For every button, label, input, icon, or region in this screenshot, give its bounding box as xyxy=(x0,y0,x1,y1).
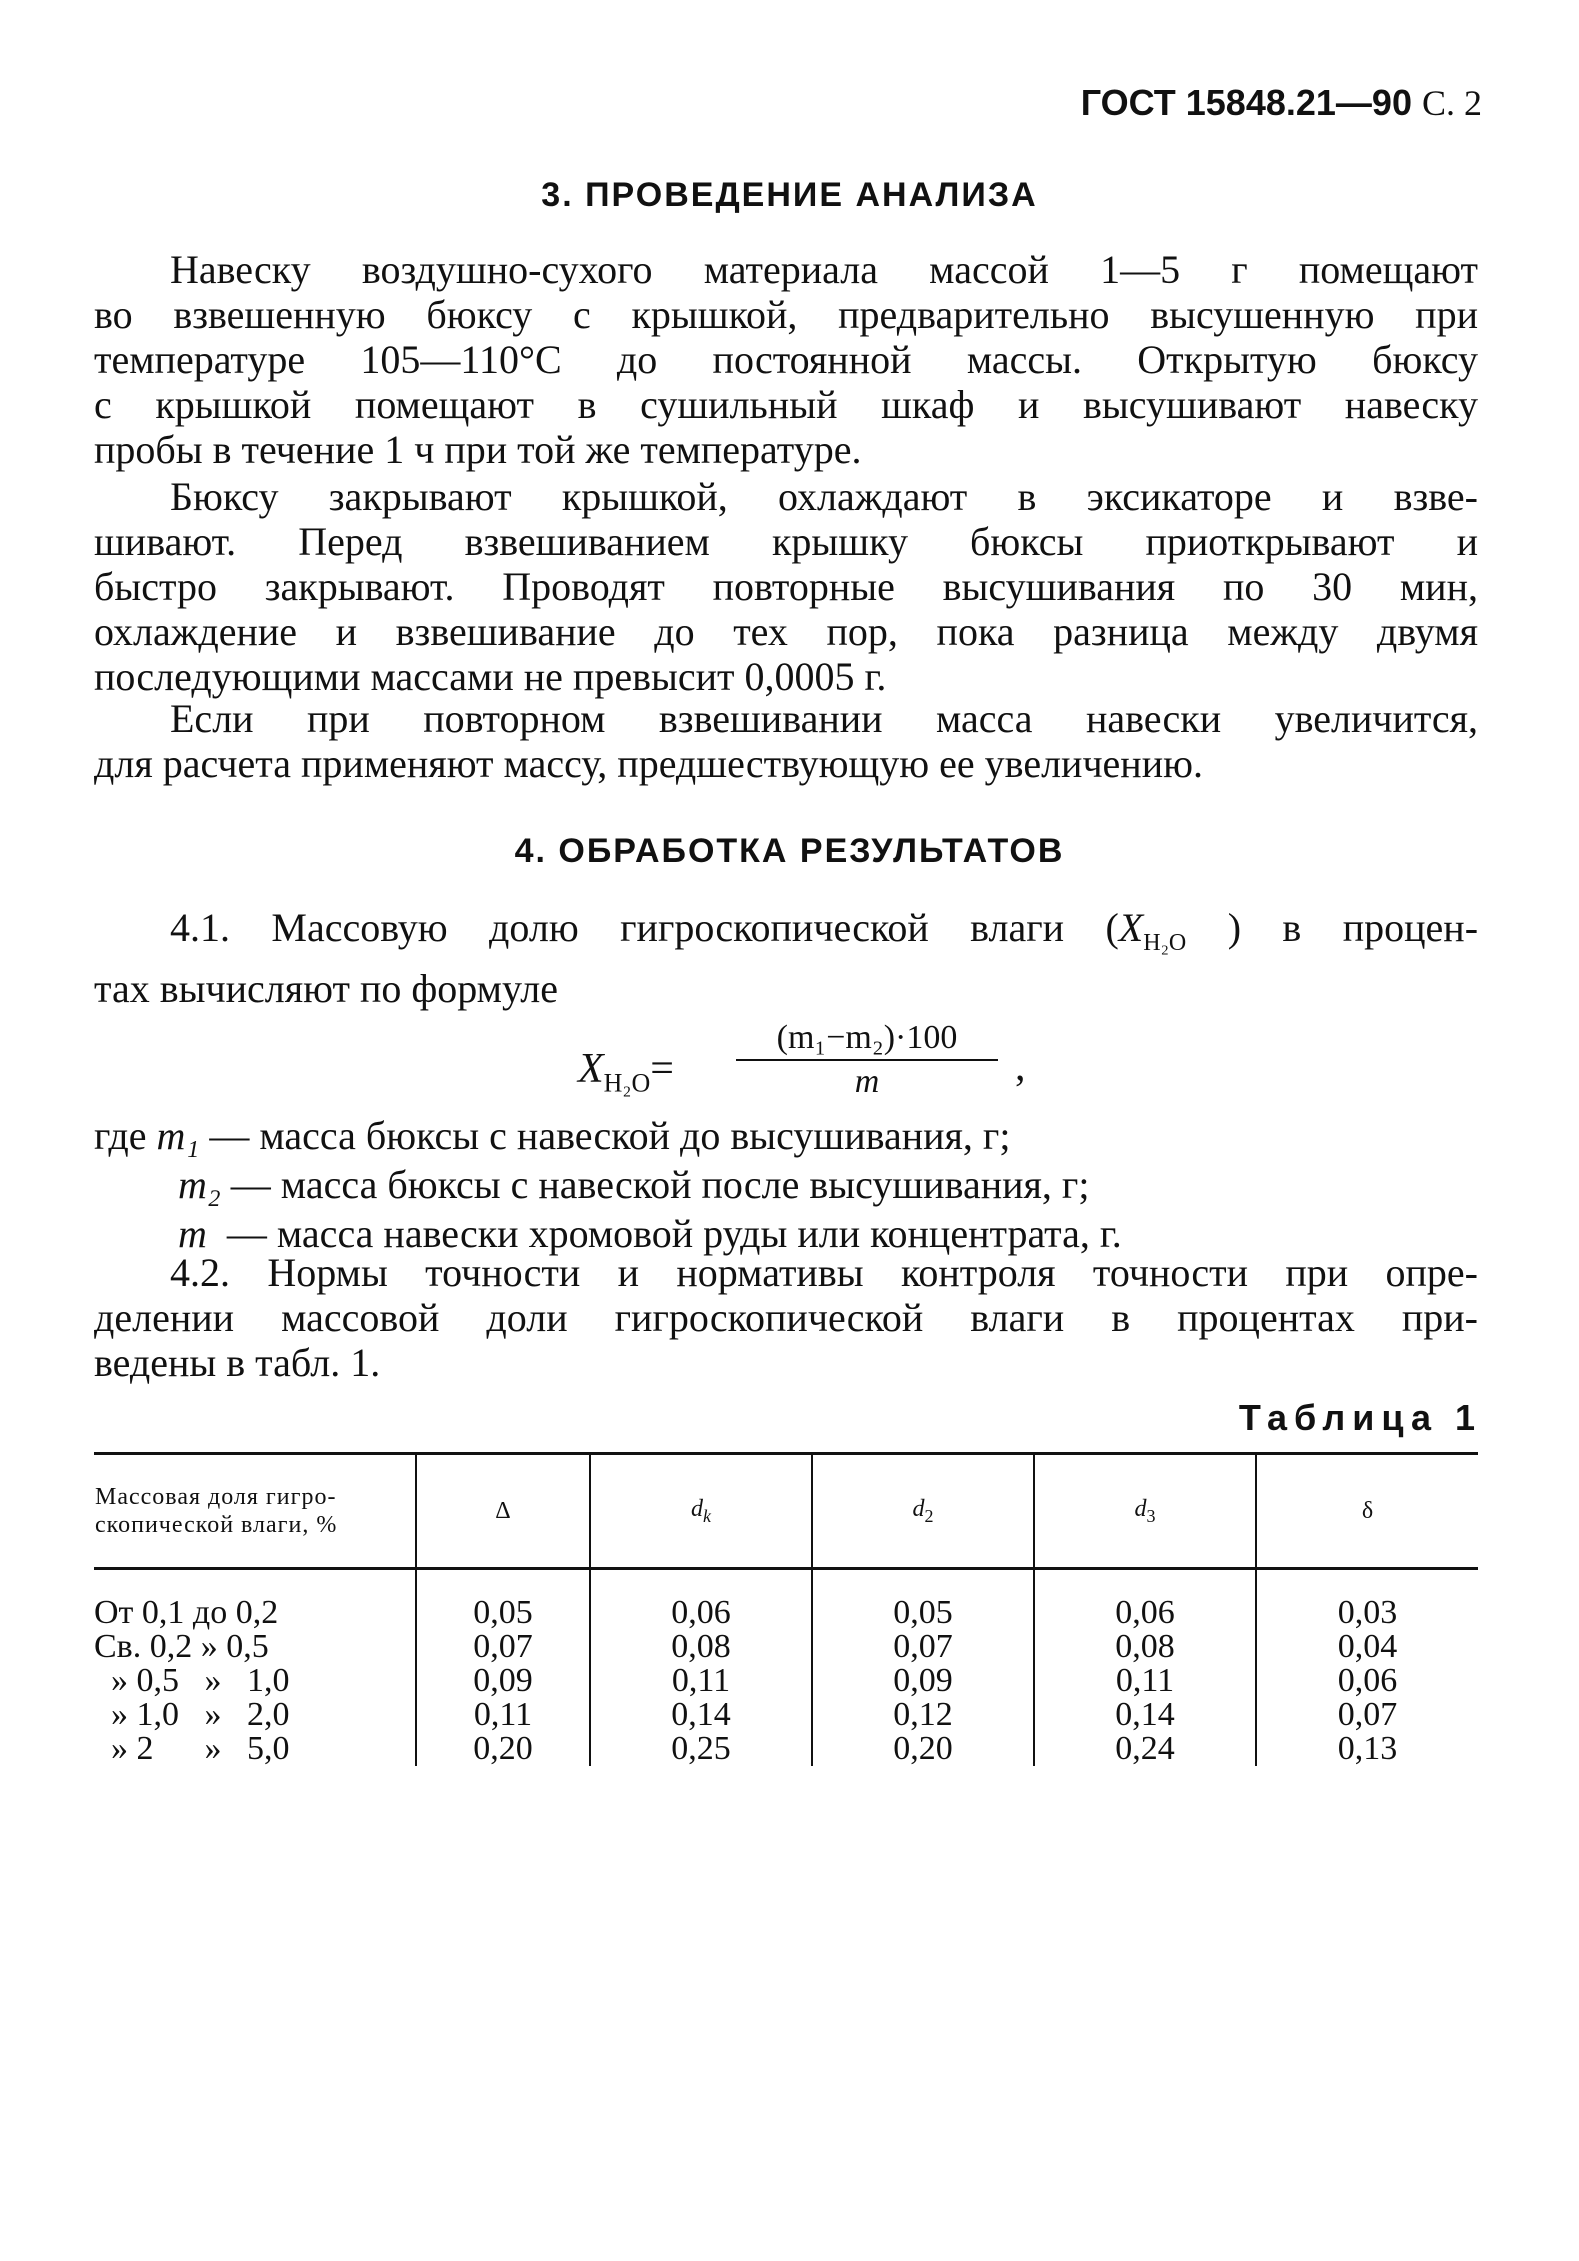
text-line: быстро закрывают. Проводят повторные высушивания по 30 мин, xyxy=(94,564,1478,609)
symbol-subscript: H₂O xyxy=(1143,930,1187,956)
table-row xyxy=(94,1732,1478,1766)
table-row xyxy=(94,1596,1478,1630)
table-row xyxy=(94,1630,1478,1664)
formula-denominator: m xyxy=(854,1063,880,1100)
variable-symbol: m xyxy=(178,1211,207,1256)
formula-fraction xyxy=(736,1019,998,1101)
value-cell: 0,14 xyxy=(1034,1698,1256,1732)
formula-symbol: X xyxy=(578,1046,604,1092)
value-cell: 0,06 xyxy=(1256,1664,1478,1698)
value-cell: 0,24 xyxy=(1034,1732,1256,1766)
text-line: с крышкой помещают в сушильный шкаф и высушивают навеску xyxy=(94,382,1478,427)
where-line-m2 xyxy=(178,1162,1089,1208)
range-cell: » 0,5 » 1,0 xyxy=(94,1662,290,1699)
value-cell: 0,09 xyxy=(416,1664,590,1698)
text-line: для расчета применяют массу, предшествующую ее увеличению. xyxy=(94,741,1204,786)
value-cell: 0,20 xyxy=(812,1732,1034,1766)
variable-description: — масса бюксы с навеской до высушивания, г; xyxy=(199,1113,1011,1158)
column-header-d3: $d_3$ xyxy=(1034,1454,1256,1569)
page-number: С. 2 xyxy=(1421,83,1482,123)
text-line xyxy=(94,905,1478,966)
text-line: тах вычисляют по формуле xyxy=(94,966,558,1011)
paragraph-4-1 xyxy=(94,905,1478,1011)
text-line: шивают. Перед взвешиванием крышку бюксы приоткрывают и xyxy=(94,519,1478,564)
value-cell: 0,11 xyxy=(590,1664,812,1698)
text-line: охлаждение и взвешивание до тех пор, пока разница между двумя xyxy=(94,609,1478,654)
value-cell: 0,25 xyxy=(590,1732,812,1766)
column-header-d2: $d_2$ xyxy=(812,1454,1034,1569)
section-4-heading: 4. ОБРАБОТКА РЕЗУЛЬТАТОВ xyxy=(514,832,1065,870)
value-cell: 0,08 xyxy=(590,1630,812,1664)
text-line: Навеску воздушно-сухого материала массой 1—5 г помещают xyxy=(170,247,1478,292)
value-cell: 0,11 xyxy=(416,1698,590,1732)
fraction-bar xyxy=(736,1059,998,1061)
value-cell: 0,13 xyxy=(1256,1732,1478,1766)
value-cell: 0,09 xyxy=(812,1664,1034,1698)
range-cell: Св. 0,2 » 0,5 xyxy=(94,1628,269,1665)
where-lead: где xyxy=(94,1113,157,1158)
formula-subscript: H₂O xyxy=(603,1068,651,1098)
running-header xyxy=(1081,82,1482,124)
value-cell: 0,14 xyxy=(590,1698,812,1732)
table-header-row xyxy=(94,1454,1478,1569)
standard-number: ГОСТ 15848.21—90 xyxy=(1080,82,1412,123)
value-cell: 0,20 xyxy=(416,1732,590,1766)
formula-comma: , xyxy=(1015,1044,1026,1090)
text-fragment: ) в процен- xyxy=(1227,905,1479,950)
value-cell: 0,04 xyxy=(1256,1630,1478,1664)
accuracy-norms-table xyxy=(94,1452,1478,1766)
column-header-delta: Δ xyxy=(416,1454,590,1569)
value-cell: 0,06 xyxy=(590,1596,812,1630)
variable-symbol: m₁ xyxy=(156,1113,200,1158)
text-line: температуре 105—110°С до постоянной массы. Открытую бюксу xyxy=(94,337,1478,382)
value-cell: 0,06 xyxy=(1034,1596,1256,1630)
variable-description: — масса навески хромовой руды или концентрата, г. xyxy=(206,1211,1122,1256)
range-cell: » 2 » 5,0 xyxy=(94,1730,290,1767)
moisture-formula xyxy=(560,1013,1080,1113)
section-3-paragraph-3 xyxy=(94,696,1478,786)
formula-equals: = xyxy=(650,1046,674,1092)
text-line: Бюксу закрывают крышкой, охлаждают в эксикаторе и взве- xyxy=(170,474,1478,519)
value-cell: 0,11 xyxy=(1034,1664,1256,1698)
text-line: пробы в течение 1 ч при той же температуре. xyxy=(94,427,862,472)
range-cell: » 1,0 » 2,0 xyxy=(94,1696,290,1733)
section-3-paragraph-1 xyxy=(94,247,1478,472)
formula-lhs xyxy=(578,1045,674,1098)
formula-numerator: (m₁−m₂)·100 xyxy=(776,1019,958,1056)
table-caption: Таблица 1 xyxy=(1238,1397,1482,1438)
where-line-m1 xyxy=(94,1113,1010,1159)
column-header-small-delta: δ xyxy=(1256,1454,1478,1569)
variable-description: — масса бюксы с навеской после высушивания, г; xyxy=(220,1162,1090,1207)
value-cell: 0,05 xyxy=(812,1596,1034,1630)
value-cell: 0,07 xyxy=(812,1630,1034,1664)
value-cell: 0,07 xyxy=(416,1630,590,1664)
table-row xyxy=(94,1698,1478,1732)
text-fragment: 4.1. Массовую долю гигроскопической влаги ( xyxy=(170,905,1119,950)
section-3-heading: 3. ПРОВЕДЕНИЕ АНАЛИЗА xyxy=(541,176,1038,214)
variable-symbol: m₂ xyxy=(178,1162,221,1207)
column-header-moisture xyxy=(94,1454,416,1569)
value-cell: 0,08 xyxy=(1034,1630,1256,1664)
header-text: Массовая доля гигро- скопической влаги, % xyxy=(95,1484,338,1538)
text-line: Если при повторном взвешивании масса навески увеличится, xyxy=(170,696,1478,741)
paragraph-4-2 xyxy=(94,1250,1478,1385)
table-row xyxy=(94,1664,1478,1698)
value-cell: 0,07 xyxy=(1256,1698,1478,1732)
column-header-dk: $d_k$ xyxy=(590,1454,812,1569)
section-3-paragraph-2 xyxy=(94,474,1478,699)
text-line: 4.2. Нормы точности и нормативы контроля точности при опре- xyxy=(170,1250,1478,1295)
text-line: делении массовой доли гигроскопической влаги в процентах при- xyxy=(94,1295,1478,1340)
table-spacer-row xyxy=(94,1569,1478,1597)
value-cell: 0,03 xyxy=(1256,1596,1478,1630)
value-cell: 0,12 xyxy=(812,1698,1034,1732)
text-line: последующими массами не превысит 0,0005 г. xyxy=(94,654,887,699)
text-line: ведены в табл. 1. xyxy=(94,1340,381,1385)
symbol-x: X xyxy=(1118,905,1144,950)
value-cell: 0,05 xyxy=(416,1596,590,1630)
range-cell: От 0,1 до 0,2 xyxy=(94,1594,279,1631)
text-line: во взвешенную бюксу с крышкой, предварительно высушенную при xyxy=(94,292,1478,337)
